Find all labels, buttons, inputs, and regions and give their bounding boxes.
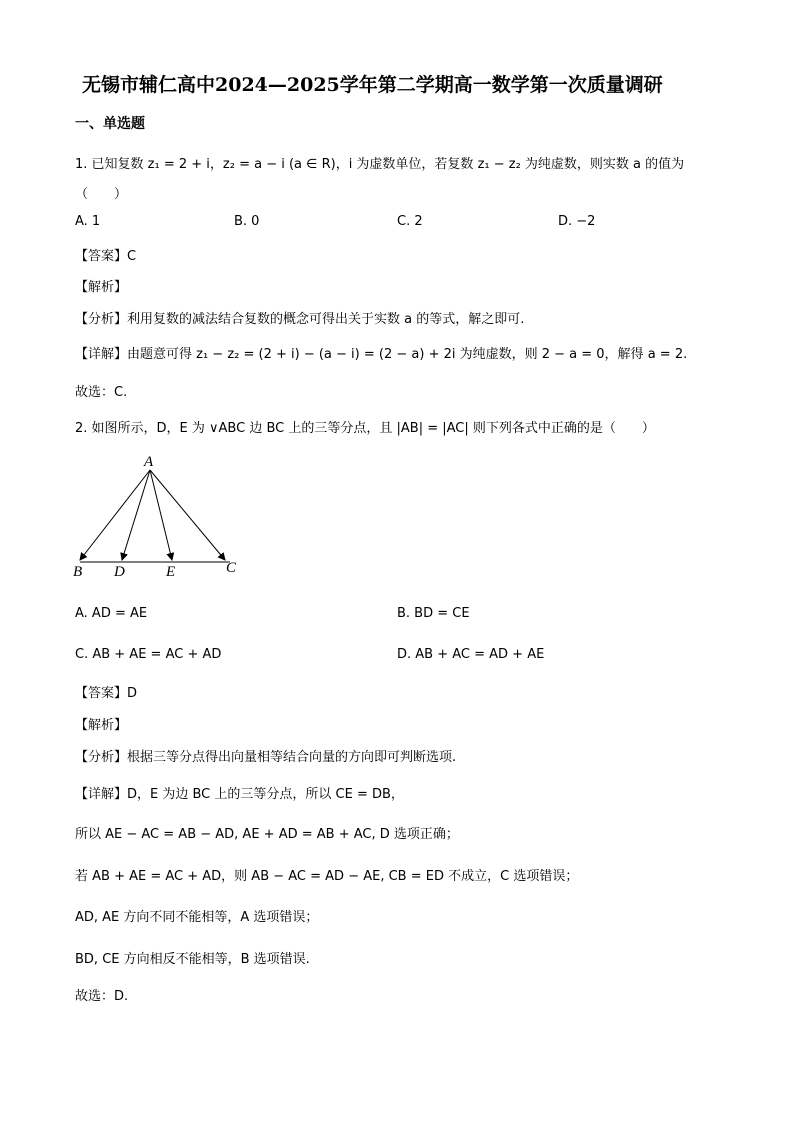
q1-option-b: B. 0 xyxy=(234,214,260,229)
q2-line3: 若 AB + AE = AC + AD，则 AB − AC = AD − AE, CB = ED 不成立，C 选项错误； xyxy=(75,869,579,884)
q1-option-a: A. 1 xyxy=(75,214,101,229)
q1-option-d: D. −2 xyxy=(558,214,596,229)
section-heading: 一、单选题 xyxy=(75,116,145,132)
label-b: B xyxy=(73,564,83,580)
label-d: D xyxy=(114,564,125,580)
triangle-figure xyxy=(70,452,250,582)
q2-option-c: C. AB + AE = AC + AD xyxy=(75,647,222,662)
vector-ab xyxy=(80,470,150,560)
page-title: 无锡市辅仁高中2024—2025学年第二学期高一数学第一次质量调研 xyxy=(82,74,663,96)
vector-ad xyxy=(122,470,150,560)
q2-xiangjie: 【详解】D，E 为边 BC 上的三等分点，所以 CE = DB， xyxy=(75,787,404,802)
q2-stem: 2. 如图所示，D，E 为 ∨ABC 边 BC 上的三等分点，且 |AB| = |AC| 则下列各式中正确的是（ ） xyxy=(75,421,655,436)
q2-option-a: A. AD = AE xyxy=(75,606,148,621)
q2-option-d: D. AB + AC = AD + AE xyxy=(397,647,545,662)
label-e: E xyxy=(166,564,176,580)
q2-fenxi: 【分析】根据三等分点得出向量相等结合向量的方向即可判断选项. xyxy=(75,750,457,765)
q1-fenxi: 【分析】利用复数的减法结合复数的概念可得出关于实数 a 的等式，解之即可. xyxy=(75,312,525,327)
q2-option-b: B. BD = CE xyxy=(397,606,470,621)
label-a: A xyxy=(144,454,154,470)
q1-xiangjie: 【详解】由题意可得 z₁ − z₂ = (2 + i) − (a − i) = (2 − a) + 2i 为纯虚数，则 2 − a = 0，解得 a = 2. xyxy=(75,347,688,362)
q1-stem: 1. 已知复数 z₁ = 2 + i，z₂ = a − i (a ∈ R)，i 为虚数单位，若复数 z₁ − z₂ 为纯虚数，则实数 a 的值为 xyxy=(75,157,685,172)
q1-answer: 【答案】C xyxy=(75,249,137,264)
label-c: C xyxy=(226,560,237,576)
q2-line4: AD, AE 方向不同不能相等，A 选项错误； xyxy=(75,910,319,925)
q2-answer: 【答案】D xyxy=(75,686,138,701)
q1-stem-paren: （ ） xyxy=(75,187,128,202)
q1-analysis-label: 【解析】 xyxy=(75,280,128,295)
q2-conclusion: 故选：D. xyxy=(75,989,129,1004)
q2-line5: BD, CE 方向相反不能相等，B 选项错误. xyxy=(75,952,310,967)
q2-line2: 所以 AE − AC = AB − AD, AE + AD = AB + AC, D 选项正确； xyxy=(75,827,459,842)
q1-conclusion: 故选：C. xyxy=(75,385,128,400)
q2-analysis-label: 【解析】 xyxy=(75,718,128,733)
q1-option-c: C. 2 xyxy=(397,214,423,229)
